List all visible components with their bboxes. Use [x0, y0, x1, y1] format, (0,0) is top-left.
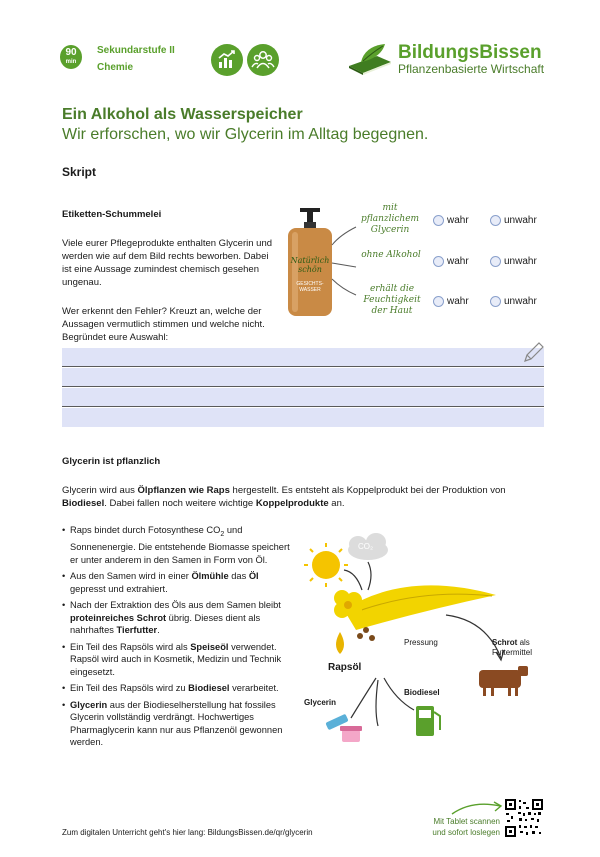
answer-line-3[interactable]	[62, 388, 544, 407]
answer-line-2[interactable]	[62, 368, 544, 387]
pressing-label: Pressung	[404, 638, 438, 647]
oil-drop-icon	[336, 632, 344, 654]
scan-hint-line1: Mit Tablet scannen	[433, 817, 500, 826]
page-subtitle: Wir erforschen, wo wir Glycerin im Alltag begegnen.	[62, 126, 429, 143]
rapeseed-process-diagram	[296, 530, 556, 750]
list-item: • Glycerin aus der Biodieselherstellung hat fossiles Glycerin vollständig verdrängt. Hochwertiges Pharmaglycerin kann nur aus Pflanzenöl gewonnen werden.	[62, 699, 294, 749]
bottle-label-text: Natürlich schön	[290, 256, 330, 274]
fuel-pump-icon	[416, 706, 440, 736]
radio-circle[interactable]	[490, 256, 501, 267]
list-item: • Nach der Extraktion des Öls aus dem Samen bleibt proteinreiches Schrot übrig. Dieses dient als nahrhaftes Tierfutter.	[62, 599, 294, 637]
group-icon	[247, 44, 279, 76]
statement-3-true-option[interactable]	[433, 296, 469, 307]
pencil-icon[interactable]	[521, 341, 545, 365]
meal-feed-label: Schrot als Futtermittel	[492, 638, 533, 657]
sun-icon	[304, 543, 348, 587]
cow-icon	[479, 666, 528, 696]
duration-number: 90	[65, 47, 77, 58]
statement-3-false-option[interactable]	[490, 296, 537, 307]
statement-2-true-option[interactable]	[433, 256, 469, 267]
list-item: • Ein Teil des Rapsöls wird zu Biodiesel verarbeitet.	[62, 682, 294, 695]
option-label: wahr	[447, 215, 469, 227]
statement-2-text: ohne Alkohol	[361, 250, 421, 260]
duration-badge	[60, 45, 82, 69]
radio-circle[interactable]	[490, 296, 501, 307]
radio-circle[interactable]	[433, 215, 444, 226]
statement-1-false-option[interactable]	[490, 215, 537, 226]
chart-growth-icon	[211, 44, 243, 76]
subject-label: Chemie	[97, 62, 134, 73]
section1-paragraph1: Viele eurer Pflegeprodukte enthalten Glycerin und werden wie auf dem Bild rechts beworben. Dabei ist eine Aussage zumindest chemisch gesehen ungenau.	[62, 238, 273, 288]
script-label: Skript	[62, 165, 97, 179]
statement-1-true-option[interactable]	[433, 215, 469, 226]
section1-heading: Etiketten-Schummelei	[62, 209, 162, 220]
digital-lesson-link[interactable]: Zum digitalen Unterricht geht's hier lang: BildungsBissen.de/qr/glycerin	[62, 828, 313, 837]
statement-1-text: mit pflanzlichem Glycerin	[360, 203, 420, 235]
answer-line-4[interactable]	[62, 408, 544, 427]
option-label: wahr	[447, 296, 469, 308]
scan-arrow-icon	[448, 800, 506, 816]
section2-intro: Glycerin wird aus Ölpflanzen wie Raps hergestellt. Es entsteht als Koppelprodukt bei der Produktion von Biodiesel. Dabei fallen noch weitere wichtige Koppelprodukte an.	[62, 485, 506, 509]
radio-circle[interactable]	[490, 215, 501, 226]
qr-code-icon[interactable]	[504, 798, 544, 838]
statement-2-false-option[interactable]	[490, 256, 537, 267]
list-item: • Ein Teil des Rapsöls wird als Speiseöl verwendet. Rapsöl wird auch in Kosmetik, Medizin und Technik eingesetzt.	[62, 641, 294, 679]
rapeseed-flower-icon	[334, 590, 362, 618]
section1-paragraph2: Wer erkennt den Fehler? Kreuzt an, welche der Aussagen vermutlich stimmen und welche nicht. Begründet eure Auswahl:	[62, 306, 265, 343]
statement-3-text: erhält die Feuchtigkeit der Haut	[363, 284, 421, 316]
cream-jar-icon	[340, 726, 362, 742]
brand-subtitle: Pflanzenbasierte Wirtschaft	[398, 62, 545, 76]
option-label: wahr	[447, 256, 469, 268]
section2-heading: Glycerin ist pflanzlich	[62, 456, 161, 467]
brand-name: BildungsBissen	[398, 42, 542, 63]
rapeseed-oil-label: Rapsöl	[328, 662, 362, 673]
level-label: Sekundarstufe II	[97, 45, 175, 56]
list-item: • Raps bindet durch Fotosynthese $CO_2$ und Sonnenenergie. Die entstehende Biomasse speichert er unter anderem in den Samen in Form von Öl.	[62, 524, 294, 566]
biodiesel-label: Biodiesel	[404, 688, 440, 697]
scan-hint	[418, 816, 500, 838]
book-leaf-logo-icon	[347, 42, 393, 76]
co2-label: CO₂	[358, 542, 374, 551]
duration-unit: min	[65, 59, 77, 65]
scan-hint-line2: und sofort loslegen	[432, 828, 500, 837]
option-label: unwahr	[504, 256, 537, 268]
bottle-label-product: GESICHTS-WASSER	[296, 281, 324, 293]
glycerin-label: Glycerin	[304, 698, 337, 707]
answer-line-1[interactable]	[62, 348, 544, 367]
process-bullet-list	[62, 524, 294, 753]
radio-circle[interactable]	[433, 296, 444, 307]
radio-circle[interactable]	[433, 256, 444, 267]
option-label: unwahr	[504, 296, 537, 308]
list-item: • Aus den Samen wird in einer Ölmühle das Öl gepresst und extrahiert.	[62, 570, 294, 595]
option-label: unwahr	[504, 215, 537, 227]
page-title: Ein Alkohol als Wasserspeicher	[62, 106, 303, 123]
